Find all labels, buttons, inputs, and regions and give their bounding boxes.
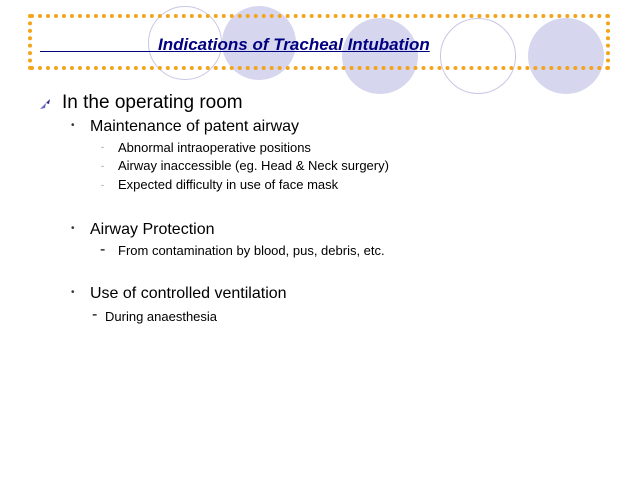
bullet-dash: - (100, 241, 106, 258)
bullet-dot: • (71, 223, 75, 234)
group-heading-protection: Airway Protection (90, 221, 215, 238)
bullet-dash: - (92, 306, 98, 323)
bullet-dot: • (71, 120, 75, 131)
frame-bottom-border (30, 66, 610, 70)
bullet-dash: - (101, 180, 104, 190)
frame-right-border (606, 14, 610, 70)
slide-title: Indications of Tracheal Intubation (158, 35, 430, 54)
list-item: Abnormal intraoperative positions (118, 140, 311, 155)
bullet-dash: - (101, 142, 104, 152)
bullet-dash: - (101, 161, 104, 171)
bullet-dot: • (71, 287, 75, 298)
group-heading-airway: Maintenance of patent airway (90, 118, 300, 135)
decor-circle-4 (440, 18, 516, 94)
title-rule (40, 51, 158, 52)
decor-circle-5 (528, 18, 604, 94)
section-heading: In the operating room (62, 92, 243, 113)
list-item: During anaesthesia (105, 309, 218, 324)
frame-left-border (28, 14, 32, 70)
list-item: Airway inaccessible (eg. Head & Neck surgery) (118, 158, 389, 173)
frame-top-border (30, 14, 610, 18)
arrow-bullet-icon (38, 97, 52, 111)
list-item: From contamination by blood, pus, debris, etc. (118, 243, 385, 258)
group-heading-ventilation: Use of controlled ventilation (90, 285, 287, 302)
decor-circle-3 (342, 18, 418, 94)
list-item: Expected difficulty in use of face mask (118, 177, 339, 192)
